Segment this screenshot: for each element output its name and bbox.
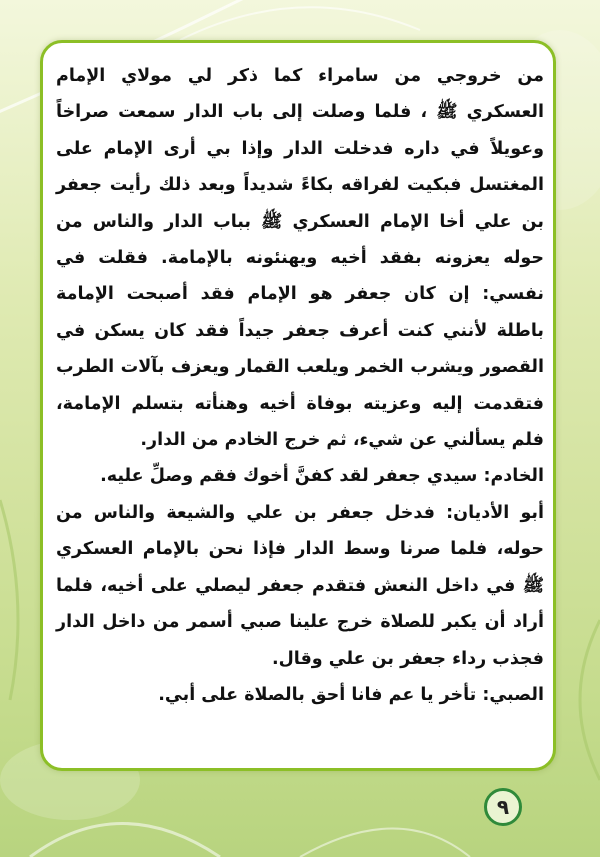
paragraph-abu-aladyan: أبو الأديان: فدخل جعفر بن علي والشيعة والناس من حوله، فلما صرنا وسط الدار فإذا نحن بالإمام العسكري ﷺ في داخل النعش فتقدم جعفر ليصلي على أخيه، فلما أراد أن يكبر للصلاة خرج علينا صبي أسمر من داخل الدار فجذب رداء جعفر بن علي وقال. xyxy=(56,502,544,669)
body-text xyxy=(56,58,544,713)
paragraph-servant: الخادم: سيدي جعفر لقد كفنَّ أخوك فقم وصلِّ عليه. xyxy=(100,466,544,487)
paragraph-narration: من خروجي من سامراء كما ذكر لي مولاي الإمام العسكري ﷺ ، فلما وصلت إلى باب الدار سمعت صراخاً وعويلاً في داره فدخلت الدار وإذا بي أرى الإمام على المغتسل فبكيت لفراقه بكاءً شديداً وبعد ذلك رأيت جعفر بن علي أخا الإمام العسكري ﷺ بباب الدار والناس من حوله يعزونه بفقد أخيه ويهنئونه بالإمامة. فقلت في نفسي: إن كان جعفر هو الإمام فقد أصبحت الإمامة باطلة لأنني كنت أعرف جعفر جيداً فقد كان يسكن في القصور ويشرب الخمر ويلعب القمار ويعزف بآلات الطرب فتقدمت إليه وعزيته بوفاة أخيه وهنأته بتسلم الإمامة، فلم يسألني عن شيء، ثم خرج الخادم من الدار. xyxy=(56,66,544,451)
paragraph-boy: الصبي: تأخر يا عم فانا أحق بالصلاة على أبي. xyxy=(158,684,544,705)
page-number: ٩ xyxy=(484,788,522,826)
